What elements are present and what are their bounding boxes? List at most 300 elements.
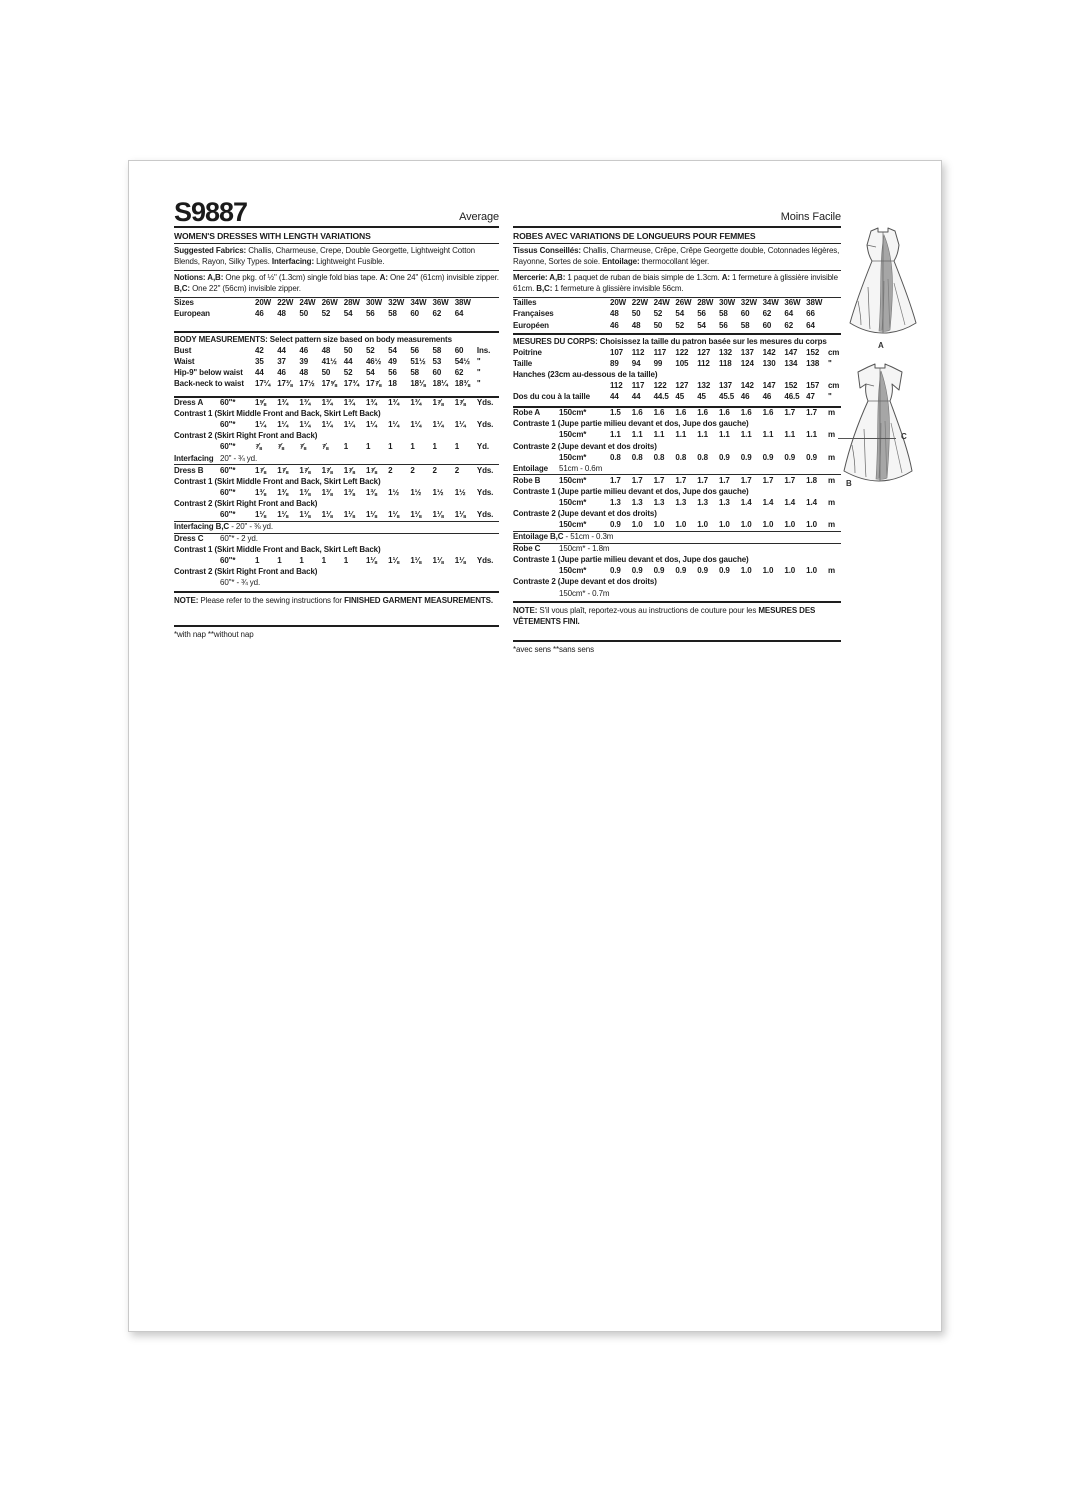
fabric-width-cell: 60"* <box>220 442 236 452</box>
row-text: 51cm - 0.6m <box>559 463 603 473</box>
yardage-row <box>174 556 499 567</box>
value-cell: 17¾ <box>343 379 359 389</box>
value-cell: 44.5 <box>653 392 669 402</box>
row-label: Poitrine <box>513 347 542 357</box>
value-cell: 28W <box>343 298 360 308</box>
dress-b-illustration <box>836 357 928 487</box>
body-text: 1 paquet de ruban de biais simple de 1.3cm. <box>565 273 722 283</box>
row-label: Entoilage B,C <box>513 532 564 542</box>
yardage-row <box>513 408 841 419</box>
garment-illustrations <box>836 217 948 657</box>
value-cell: 56 <box>718 320 728 330</box>
fabric-width-cell: 150cm* <box>559 475 587 485</box>
value-cell: 1⅛ <box>454 509 466 519</box>
value-cell: 0.9 <box>740 452 752 462</box>
value-cell: ⅞ <box>277 442 284 452</box>
body-text: thermocollant léger. <box>639 256 710 266</box>
bold-text: MESURES DES VÊTEMENTS FINI. <box>513 606 816 626</box>
yardage-row <box>174 487 499 498</box>
value-cell: 1 <box>432 442 437 452</box>
row-label <box>513 566 559 576</box>
value-cell: 0.9 <box>610 520 621 530</box>
value-cell: 50 <box>321 367 331 377</box>
value-cell: 53 <box>432 356 442 366</box>
interfacing-line <box>513 532 841 543</box>
value-cell: 48 <box>610 309 619 319</box>
measurement-row <box>513 392 841 403</box>
row-text: 150cm* - 1.8m <box>559 544 610 554</box>
value-cell: 17⅜ <box>277 379 293 389</box>
value-cell: 44 <box>610 392 619 402</box>
unit-cell: m <box>827 566 835 576</box>
value-cell: 62 <box>784 320 794 330</box>
value-cell: 0.9 <box>784 452 796 462</box>
fabric-width-cell: 60"* <box>220 420 236 430</box>
value-cell: 0.9 <box>762 452 774 462</box>
value-cell: 1 <box>255 556 260 566</box>
value-cell: 52 <box>653 309 663 319</box>
row-label: Françaises <box>513 309 554 319</box>
yardage-row <box>513 566 841 577</box>
pattern-envelope-back <box>128 160 942 1332</box>
value-cell: 24W <box>299 298 316 308</box>
value-cell: 1.4 <box>740 497 752 507</box>
value-cell: 1¼ <box>321 420 333 430</box>
unit-cell: " <box>827 392 832 402</box>
value-cell: 50 <box>299 309 309 319</box>
value-cell: 62 <box>454 367 464 377</box>
unit-cell: " <box>827 358 832 368</box>
value-cell: 1.1 <box>675 430 687 440</box>
value-cell: 1.0 <box>784 520 796 530</box>
value-cell: 54½ <box>454 356 470 366</box>
contrast-label: Contrast 2 (Skirt Right Front and Back) <box>174 567 318 577</box>
row-text: 60"* - 2 yd. <box>220 534 258 544</box>
value-cell: 147 <box>784 347 798 357</box>
unit-cell: m <box>827 430 835 440</box>
bold-text: B,C: <box>536 283 553 293</box>
value-cell: 44 <box>277 345 286 355</box>
value-cell: 60 <box>432 367 442 377</box>
row-label: Back-neck to waist <box>174 379 244 389</box>
value-cell: 1⅞ <box>299 465 311 475</box>
value-cell: 1.6 <box>697 408 708 418</box>
bold-text: Tissus Conseillés: <box>513 246 581 256</box>
value-cell: 1½ <box>432 487 444 497</box>
value-cell: 51½ <box>410 356 426 366</box>
unit-cell: cm <box>827 347 840 357</box>
spacer <box>174 320 499 331</box>
value-cell: 0.9 <box>610 566 621 576</box>
value-cell: 56 <box>365 309 375 319</box>
value-cell: ⅞ <box>299 442 306 452</box>
value-cell: 1.6 <box>631 408 643 418</box>
value-cell: 1⅛ <box>365 509 377 519</box>
value-cell: 107 <box>610 347 623 357</box>
row-label: Robe B <box>513 475 541 485</box>
value-cell: 147 <box>762 381 776 391</box>
value-cell: 0.8 <box>675 452 687 462</box>
contrast-label: Contraste 1 (Jupe partie milieu devant et dos, Jupe dos gauche) <box>513 419 749 429</box>
value-cell: 1⅛ <box>410 556 422 566</box>
value-cell: 130 <box>762 358 776 368</box>
value-cell: 46 <box>277 367 286 377</box>
body-text: S'il vous plaît, reportez-vous au instructions de couture pour les <box>537 606 759 616</box>
row-label: Dress C <box>174 534 204 544</box>
value-cell: 34W <box>410 298 427 308</box>
value-cell: 1.0 <box>762 566 774 576</box>
value-cell: 34W <box>762 298 779 308</box>
yardage-line <box>513 588 841 599</box>
value-cell: 1 <box>454 442 460 452</box>
value-cell: 1⅛ <box>299 509 311 519</box>
measurement-row <box>174 357 499 368</box>
body-text: One 22" (56cm) invisible zipper. <box>189 283 301 293</box>
value-cell: 1¼ <box>365 420 377 430</box>
value-cell: 1⅛ <box>432 509 444 519</box>
value-cell: 39 <box>299 356 309 366</box>
contrast-label: Contraste 1 (Jupe partie milieu devant et dos, Jupe dos gauche) <box>513 555 749 565</box>
row-label <box>174 578 220 588</box>
value-cell: 1.3 <box>631 497 643 507</box>
value-cell: 45.5 <box>718 392 735 402</box>
value-cell: 127 <box>675 381 689 391</box>
value-cell: 118 <box>718 358 732 368</box>
value-cell: 1.1 <box>718 430 730 440</box>
note-line <box>513 603 841 630</box>
bold-text: Suggested Fabrics: <box>174 246 247 256</box>
value-cell: 124 <box>740 358 754 368</box>
row-label <box>174 488 220 498</box>
row-label <box>513 589 559 599</box>
unit-cell: m <box>827 408 835 418</box>
value-cell: 30W <box>365 298 383 308</box>
value-cell: 134 <box>784 358 798 368</box>
value-cell: 1.7 <box>675 475 687 485</box>
value-cell: 89 <box>610 358 619 368</box>
view-b-label: B <box>846 479 852 488</box>
value-cell: 1⅛ <box>410 509 422 519</box>
value-cell: 0.9 <box>675 566 687 576</box>
value-cell: 46 <box>610 320 619 330</box>
value-cell: 0.9 <box>653 566 665 576</box>
value-cell: 1.7 <box>740 475 752 485</box>
value-cell: 1.6 <box>675 408 687 418</box>
value-cell: 48 <box>299 367 309 377</box>
value-cell: 46 <box>299 345 309 355</box>
value-cell: 1.6 <box>653 408 665 418</box>
value-cell: 58 <box>410 367 419 377</box>
bold-text: NOTE: <box>174 596 199 606</box>
body-text: 1 fermeture à glissière invisible 61cm. <box>513 273 838 293</box>
value-cell: 1¼ <box>432 420 444 430</box>
footnote: *avec sens **sans sens <box>513 644 594 654</box>
value-cell: 99 <box>653 358 663 368</box>
value-cell: 1.1 <box>697 430 708 440</box>
row-label: Hip-9" below waist <box>174 367 243 377</box>
value-cell: 58 <box>432 345 442 355</box>
row-label: Taille <box>513 358 533 368</box>
row-label <box>174 510 220 520</box>
value-cell: 58 <box>740 320 750 330</box>
bold-text: Interfacing: <box>271 256 314 266</box>
value-cell: 17½ <box>299 379 315 389</box>
contrast-label: Contrast 2 (Skirt Right Front and Back) <box>174 498 318 508</box>
value-cell: 38W <box>454 298 471 308</box>
value-cell: 1¼ <box>299 420 311 430</box>
unit-cell: " <box>476 379 481 389</box>
value-cell: 1⅛ <box>365 556 377 566</box>
bold-text: FINISHED GARMENT MEASUREMENTS. <box>344 596 493 606</box>
value-cell: 1.8 <box>806 475 817 485</box>
value-cell: 1⅞ <box>365 465 377 475</box>
row-label: Entoilage <box>513 463 548 473</box>
value-cell: 1.0 <box>697 520 708 530</box>
row-label <box>513 520 559 530</box>
body-text: Challis, Charmeuse, Crepe, Double Georgette, Lightweight Cotton Blends, Rayon, Silky Types. <box>174 246 475 266</box>
value-cell: 26W <box>675 298 692 308</box>
value-cell: 1⅞ <box>255 465 266 475</box>
value-cell: 48 <box>631 320 641 330</box>
value-cell: 1¾ <box>365 398 377 408</box>
spacer <box>174 609 499 625</box>
value-cell: 64 <box>454 309 464 319</box>
value-cell: 22W <box>277 298 294 308</box>
value-cell: ⅞ <box>321 442 329 452</box>
value-cell: 94 <box>631 358 641 368</box>
row-label: Dress B <box>174 465 204 475</box>
value-cell: 42 <box>255 345 264 355</box>
value-cell: 18 <box>388 379 397 389</box>
value-cell: 1.7 <box>784 408 796 418</box>
pattern-number: S9887 <box>174 197 248 227</box>
unit-cell: Yds. <box>476 420 494 430</box>
value-cell: 1.7 <box>631 475 643 485</box>
value-cell: 60 <box>410 309 419 319</box>
value-cell: 1.4 <box>806 497 817 507</box>
value-cell: 1.6 <box>762 408 774 418</box>
value-cell: 157 <box>806 381 820 391</box>
value-cell: 117 <box>653 347 667 357</box>
value-cell: 18⅛ <box>410 379 426 389</box>
row-label <box>513 381 610 391</box>
notions-note <box>174 271 499 297</box>
row-label <box>513 498 559 508</box>
value-cell: 0.8 <box>653 452 665 462</box>
unit-cell: cm <box>827 381 840 391</box>
notions-note-fr <box>513 271 841 297</box>
unit-cell: Yd. <box>476 442 489 452</box>
value-cell: 64 <box>806 320 815 330</box>
value-cell: 47 <box>806 392 815 402</box>
value-cell: 122 <box>653 381 667 391</box>
value-cell: 1.1 <box>653 430 665 440</box>
value-cell: 62 <box>432 309 442 319</box>
value-cell: 54 <box>697 320 706 330</box>
measurement-row <box>513 348 841 359</box>
fabric-width-cell: 150cm* <box>559 452 587 462</box>
value-cell: 0.9 <box>631 566 643 576</box>
value-cell: 1¾ <box>321 398 333 408</box>
value-cell: 1.3 <box>610 497 621 507</box>
fabric-width-cell: 60"* <box>220 465 236 475</box>
difficulty-label-en: Average <box>459 211 499 223</box>
value-cell: 1 <box>321 556 326 566</box>
value-cell: 1⅜ <box>321 487 333 497</box>
value-cell: 1.5 <box>610 408 621 418</box>
value-cell: 142 <box>740 381 754 391</box>
value-cell: 1½ <box>410 487 422 497</box>
row-text: 150cm* - 0.7m <box>559 588 610 598</box>
value-cell: 132 <box>697 381 711 391</box>
value-cell: 50 <box>631 309 641 319</box>
row-label: Tailles <box>513 298 537 308</box>
fabric-width-cell: 60"* <box>220 487 236 497</box>
row-label <box>174 556 220 566</box>
value-cell: 1¼ <box>454 420 466 430</box>
row-label: Dress A <box>174 398 204 408</box>
value-cell: 1⅞ <box>454 398 466 408</box>
value-cell: 1 <box>410 442 415 452</box>
value-cell: 0.9 <box>718 566 730 576</box>
row-label <box>174 420 220 430</box>
body-text: Lightweight Fusible. <box>314 256 385 266</box>
contrast-label: Contrast 2 (Skirt Right Front and Back) <box>174 431 318 441</box>
body-text: Challis, Charmeuse, Crêpe, Crêpe Georgette double, Cotonnades légères, Rayonne, Sortes de soie. <box>513 246 840 266</box>
row-label: Interfacing B,C <box>174 522 230 531</box>
value-cell: 56 <box>410 345 419 355</box>
value-cell: 1⅛ <box>388 556 400 566</box>
fabric-width-cell: 150cm* <box>559 430 587 440</box>
row-text: - 51cm - 0.3m <box>563 532 614 542</box>
value-cell: 1⅝ <box>255 398 266 408</box>
value-cell: 52 <box>321 309 331 319</box>
value-cell: 54 <box>365 367 375 377</box>
size-row <box>174 309 499 320</box>
fabric-width-cell: 150cm* <box>559 520 587 530</box>
value-cell: 1.3 <box>718 497 730 507</box>
value-cell: 1.1 <box>762 430 774 440</box>
interfacing-line <box>174 522 499 533</box>
fabric-width-cell: 150cm* <box>559 408 587 418</box>
yardage-row <box>174 442 499 453</box>
value-cell: 1¼ <box>343 420 355 430</box>
footnote: *with nap **without nap <box>174 630 254 640</box>
unit-cell: m <box>827 452 835 462</box>
fabrics-note-fr <box>513 244 841 270</box>
value-cell: 60 <box>454 345 464 355</box>
value-cell: 54 <box>388 345 397 355</box>
row-label: European <box>174 309 210 319</box>
value-cell: 1.7 <box>784 475 796 485</box>
contrast-label: Contrast 1 (Skirt Middle Front and Back, Skirt Left Back) <box>174 545 381 555</box>
value-cell: 1.0 <box>653 520 665 530</box>
value-cell: 52 <box>343 367 353 377</box>
value-cell: 20W <box>255 298 272 308</box>
size-row <box>513 320 841 331</box>
value-cell: 1¾ <box>299 398 311 408</box>
body-text: 1 fermeture à glissière invisible 56cm. <box>552 283 684 293</box>
unit-cell <box>477 309 499 319</box>
measurement-row <box>513 381 841 392</box>
english-column <box>174 197 499 641</box>
yardage-line <box>174 578 499 589</box>
value-cell: 1.7 <box>762 475 774 485</box>
value-cell: 1 <box>365 442 371 452</box>
unit-cell: " <box>476 356 481 366</box>
value-cell: 58 <box>718 309 728 319</box>
value-cell: 1.0 <box>806 520 817 530</box>
value-cell: 1.1 <box>806 430 817 440</box>
value-cell: 112 <box>610 381 623 391</box>
value-cell: 1.0 <box>762 520 774 530</box>
value-cell: 1⅛ <box>321 509 333 519</box>
value-cell: 1⅜ <box>299 487 311 497</box>
value-cell: 1¼ <box>277 420 289 430</box>
yardage-row <box>174 398 499 409</box>
value-cell: 58 <box>388 309 397 319</box>
value-cell: 1 <box>343 442 349 452</box>
unit-cell: m <box>827 497 835 507</box>
value-cell: 2 <box>410 465 415 475</box>
value-cell: 62 <box>762 309 772 319</box>
value-cell: 1⅛ <box>343 509 355 519</box>
value-cell: 142 <box>762 347 776 357</box>
value-cell: 17⅝ <box>321 379 337 389</box>
value-cell: 1.0 <box>740 566 752 576</box>
view-c-label: C <box>901 432 907 441</box>
bold-text: A: <box>721 273 730 283</box>
contrast-label: Contraste 1 (Jupe partie milieu devant et dos, Jupe dos gauche) <box>513 486 749 496</box>
dress-a-illustration <box>844 221 922 339</box>
value-cell: 45 <box>697 392 706 402</box>
value-cell: 66 <box>806 309 815 319</box>
unit-cell: m <box>827 520 835 530</box>
value-cell: 46.5 <box>784 392 800 402</box>
value-cell: 1⅞ <box>321 465 333 475</box>
value-cell: 1.0 <box>740 520 752 530</box>
row-label: Bust <box>174 345 192 355</box>
value-cell: 44 <box>255 367 264 377</box>
row-text: - 20" - ⅜ yd. <box>229 522 273 531</box>
row-label: Européen <box>513 320 549 330</box>
value-cell: 54 <box>343 309 353 319</box>
body-text: One pkg. of ½" (1.3cm) single fold bias tape. <box>223 273 380 283</box>
value-cell: 1¾ <box>277 398 289 408</box>
bold-text: Mercerie: A,B: <box>513 273 566 283</box>
value-cell: 26W <box>321 298 338 308</box>
row-label: Waist <box>174 356 195 366</box>
value-cell: 1⅛ <box>388 509 400 519</box>
interfacing-line <box>513 463 841 474</box>
value-cell: 30W <box>718 298 736 308</box>
value-cell: 1⅞ <box>432 398 444 408</box>
value-cell: 32W <box>388 298 405 308</box>
value-cell: 35 <box>255 356 264 366</box>
value-cell: 44 <box>631 392 641 402</box>
value-cell: 1.7 <box>806 408 817 418</box>
value-cell: 127 <box>697 347 711 357</box>
value-cell: 1 <box>388 442 393 452</box>
value-cell: 48 <box>321 345 331 355</box>
value-cell: 1⅛ <box>432 556 444 566</box>
value-cell: 1 <box>343 556 349 566</box>
value-cell: 1⅞ <box>277 465 289 475</box>
value-cell: 1.1 <box>610 430 621 440</box>
fabric-width-cell: 150cm* <box>559 566 587 576</box>
note-line <box>174 593 499 609</box>
measurement-row <box>513 359 841 370</box>
